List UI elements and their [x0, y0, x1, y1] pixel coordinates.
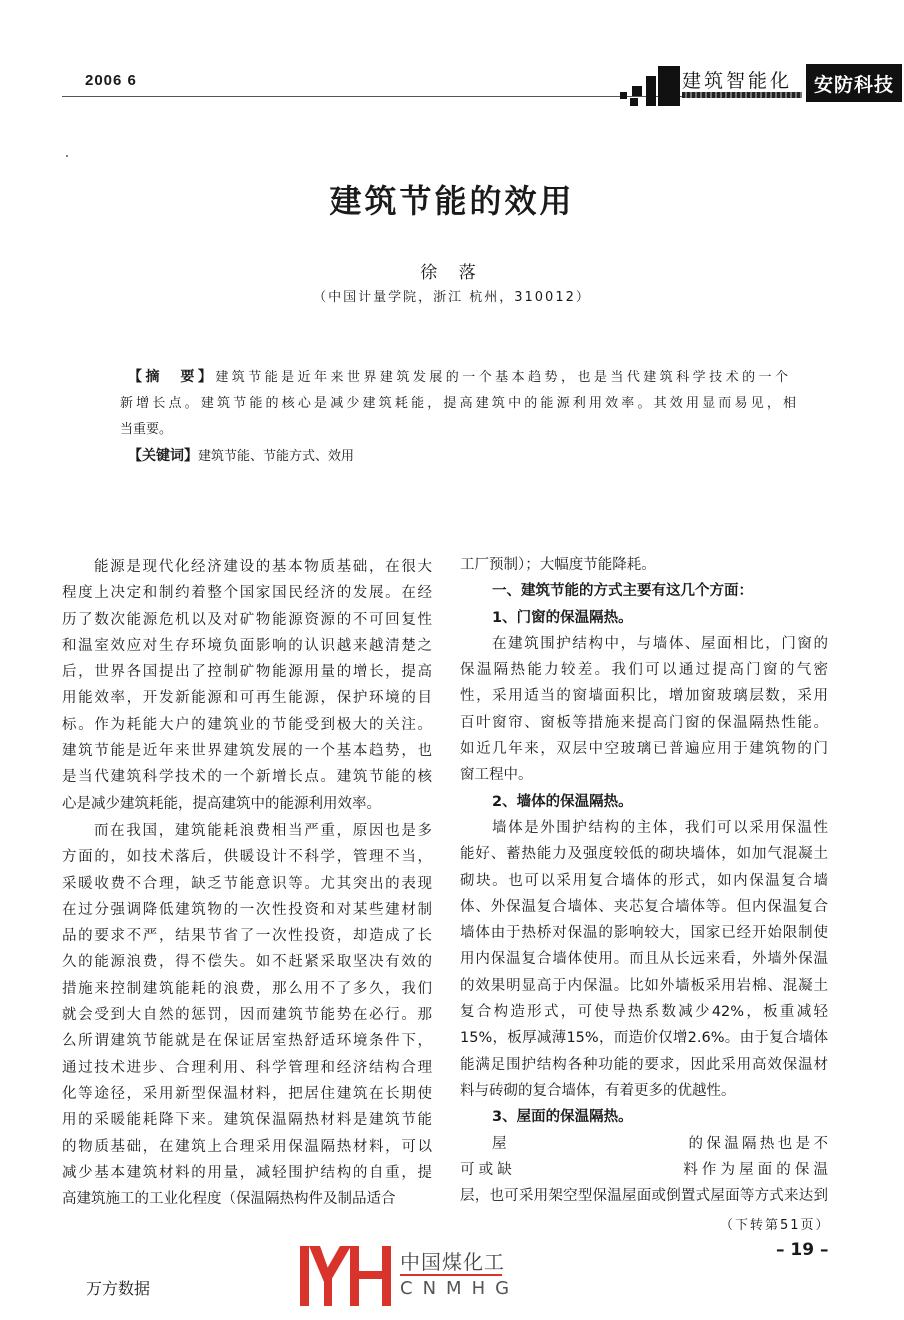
- text-line: 程度上决定和制约着整个国家国民经济的发展。在经: [62, 585, 432, 602]
- text-line: 在过分强调降低建筑物的一次性投资和对某些建材制: [62, 901, 432, 918]
- text-line: 的物质基础，在建筑上合理采用保温隔热材料，可以: [62, 1138, 432, 1155]
- text-line: 久的能源浪费，得不偿失。如不赶紧采取坚决有效的: [62, 954, 432, 971]
- text-line: 保温隔热能力较差。我们可以通过提高门窗的气密: [460, 662, 828, 679]
- text-line: 建筑节能是近年来世界建筑发展的一个基本趋势，也: [62, 743, 432, 760]
- keywords-label: 【关键词】: [128, 448, 198, 464]
- text-line: 方面的，如技术落后，供暖设计不科学，管理不当，: [62, 849, 432, 866]
- journal-brand: 建筑智能化: [682, 70, 793, 92]
- section-heading: 3、屋面的保温隔热。: [492, 1109, 633, 1126]
- article-author: 徐 落: [420, 263, 484, 283]
- text-line: 采暖收费不合理，缺乏节能意识等。尤其突出的表现: [62, 875, 432, 892]
- text-line: 工厂预制）；大幅度节能降耗。: [460, 557, 656, 573]
- section-heading: 一、建筑节能的方式主要有这几个方面：: [492, 583, 753, 600]
- text-line: 用能效率，开发新能源和可再生能源，保护环境的目: [62, 690, 432, 707]
- watermark-en-text: CNMHG: [400, 1278, 520, 1299]
- text-line: 化等途径，采用新型保温材料，把居住建筑在长期使: [62, 1085, 432, 1102]
- mh-logo-icon: [300, 1244, 392, 1306]
- text-line: 心是减少建筑耗能，提高建筑中的能源利用效率。: [62, 795, 381, 812]
- text-line: 15%，板厚减薄15%，而造价仅增2.6%。由于复合墙体: [460, 1030, 828, 1047]
- text-line: 通过技术进步、合理利用、科学管理和经济结构合理: [62, 1059, 432, 1076]
- right-column: [460, 552, 828, 1209]
- left-column: [62, 554, 432, 1212]
- text-line: 可或缺 料作为屋面的保温: [460, 1161, 828, 1178]
- abstract-line: 当重要。: [120, 422, 173, 437]
- author-affiliation: （中国计量学院，浙江 杭州，310012）: [313, 290, 591, 305]
- text-line: 的效果明显高于内保温。比如外墙板采用岩棉、混凝土: [460, 977, 828, 994]
- text-line: 层，也可采用架空型保温屋面或倒置式屋面等方式来达到: [460, 1188, 828, 1205]
- text-line: 在建筑围护结构中，与墙体、屋面相比，门窗的: [492, 635, 828, 652]
- text-line: 能源是现代化经济建设的基本物质基础，在很大: [94, 559, 432, 575]
- text-line: 就会受到大自然的惩罚，因而建筑节能势在必行。那: [62, 1007, 432, 1024]
- text-line: 用内保温复合墙体使用。而且从长远来看，外墙外保温: [460, 951, 828, 968]
- section-heading: 1、门窗的保温隔热。: [492, 609, 633, 626]
- scan-speck: [66, 155, 68, 157]
- page-number: – 19 –: [776, 1240, 829, 1260]
- text-line: 体、外保温复合墙体、夹芯复合墙体等。但内保温复合: [460, 898, 828, 915]
- issue-date: 2006 6: [85, 72, 137, 89]
- footer-source: 万方数据: [86, 1279, 151, 1298]
- text-line: 和温室效应对生存环境负面影响的认识越来越清楚之: [62, 637, 432, 654]
- text-line: 能满足围护结构各种功能的要求，因此采用高效保温材: [460, 1056, 828, 1073]
- abstract: [120, 364, 796, 470]
- text-line: 而在我国，建筑能耗浪费相当严重，原因也是多: [94, 822, 432, 839]
- section-tag: 安防科技: [806, 64, 902, 102]
- text-line: 如近几年来，双层中空玻璃已普遍应用于建筑物的门: [460, 741, 828, 758]
- text-line: 砌块。也可以采用复合墙体的形式，如内保温复合墙: [460, 872, 828, 889]
- continued-note: （下转第51页）: [720, 1218, 831, 1233]
- keywords: [128, 443, 788, 470]
- text-line: 窗工程中。: [460, 767, 533, 784]
- section-heading: 2、墙体的保温隔热。: [492, 793, 633, 810]
- abstract-line: 新增长点。建筑节能的核心是减少建筑耗能，提高建筑中的能源利用效率。其效用显而易见，相: [120, 396, 796, 411]
- header-rule: [62, 96, 682, 97]
- abstract-line: 【摘 要】建筑节能是近年来世界建筑发展的一个基本趋势，也是当代建筑科学技术的一个: [128, 369, 788, 385]
- text-line: 料与砖砌的复合墙体，有着更多的优越性。: [460, 1082, 736, 1099]
- article-title: 建筑节能的效用: [329, 182, 575, 220]
- text-line: 性，采用适当的窗墙面积比，增加窗玻璃层数，采用: [460, 688, 828, 705]
- text-line: 墙体是外围护结构的主体，我们可以采用保温性: [492, 819, 828, 836]
- abstract-label: 【摘 要】: [128, 369, 216, 385]
- watermark-rule: [400, 1274, 502, 1276]
- journal-url-strip: [682, 92, 802, 98]
- text-line: 复合构造形式，可使导热系数减少42%，板重减轻: [460, 1004, 828, 1021]
- text-line: 减少基本建筑材料的用量，减轻围护结构的自重，提: [62, 1164, 432, 1181]
- text-line: 屋 的保温隔热也是不: [492, 1135, 828, 1152]
- keywords-text: 建筑节能、节能方式、效用: [198, 449, 355, 464]
- text-line: 后，世界各国提出了控制矿物能源用量的增长，提高: [62, 664, 432, 681]
- watermark-cn-text: 中国煤化工: [400, 1250, 505, 1274]
- text-line: 措施来控制建筑能耗的浪费，那么用不了多久，我们: [62, 980, 432, 997]
- text-line: 能好、蓄热能力及强度较低的砌块墙体，如加气混凝土: [460, 846, 828, 863]
- text-line: 高建筑施工的工业化程度（保温隔热构件及制品适合: [62, 1191, 396, 1208]
- text-line: 标。作为耗能大户的建筑业的节能受到极大的关注。: [62, 716, 432, 733]
- watermark-logo: [300, 1244, 550, 1306]
- text-line: 用的采暖能耗降下来。建筑保温隔热材料是建筑节能: [62, 1112, 432, 1129]
- text-line: 历了数次能源危机以及对矿物能源资源的不可回复性: [62, 611, 432, 628]
- text-line: 墙体由于热桥对保温的影响较大，国家已经开始限制使: [460, 925, 828, 942]
- text-line: 百叶窗帘、窗板等措施来提高门窗的保温隔热性能。: [460, 714, 828, 731]
- text-line: 是当代建筑科学技术的一个新增长点。建筑节能的核: [62, 769, 432, 786]
- text-line: 么所谓建筑节能就是在保证居室热舒适环境条件下，: [62, 1033, 432, 1050]
- text-line: 品的要求不严，结果节省了一次性投资，却造成了长: [62, 928, 432, 945]
